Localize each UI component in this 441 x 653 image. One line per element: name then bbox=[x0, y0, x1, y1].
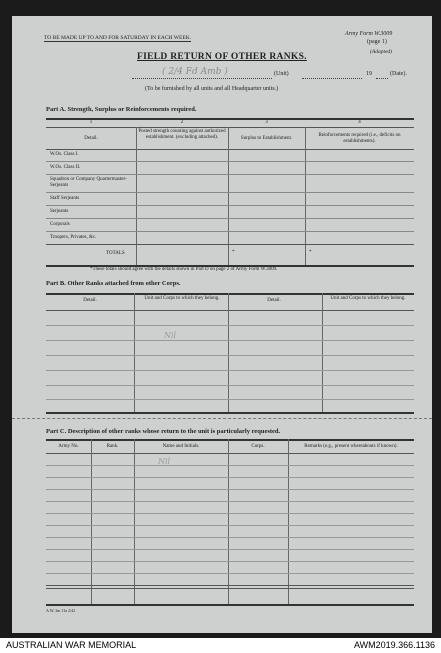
part-c-row-rule bbox=[46, 573, 414, 574]
part-c-row-rule bbox=[46, 501, 414, 502]
part-a-footnote: *These totals should agree with the details shown in Part D on page 2 of Army Form W.3009. bbox=[90, 267, 278, 272]
part-b-col-divider-3 bbox=[322, 293, 323, 412]
part-a-header-reinforcements: Reinforcements required (i.e., deficits on establishments). bbox=[318, 133, 401, 144]
year-dotted-line bbox=[376, 78, 388, 79]
page-reference: (page 1) bbox=[367, 39, 387, 45]
col-number-4: 4 bbox=[358, 120, 361, 125]
part-a-heading: Part A. Strength, Surplus or Reinforcements required. bbox=[46, 106, 197, 113]
row-rule-2 bbox=[46, 174, 414, 175]
part-a-header-detail: Detail. bbox=[84, 136, 98, 141]
print-code: A.W. 2m 11a 2/42 bbox=[46, 608, 76, 613]
part-c-col-divider-3 bbox=[228, 439, 229, 604]
part-b-header-rule bbox=[46, 310, 414, 311]
furnish-note: (To be furnished by all units and all Headquarter units.) bbox=[145, 86, 279, 92]
part-c-heading: Part C. Description of other ranks whose return to the unit is particularly requested. bbox=[46, 428, 281, 435]
row-staff-serjeants: Staff Serjeants bbox=[50, 196, 80, 201]
part-b-row-rule bbox=[46, 340, 414, 341]
totals-asterisk-reinforcements: * bbox=[309, 250, 312, 255]
part-c-header-army-no: Army No. bbox=[58, 444, 79, 449]
part-c-header-remarks: Remarks (e.g., present whereabouts if known). bbox=[304, 444, 398, 449]
footer-accession-number: AWM2019.366.1136 bbox=[353, 640, 435, 650]
part-c-row-rule bbox=[46, 537, 414, 538]
part-b-heading: Part B. Other Ranks attached from other Corps. bbox=[46, 280, 181, 287]
part-a-header-surplus: Surplus to Establishment. bbox=[240, 136, 293, 141]
army-form-number: Army Form W.3009 bbox=[345, 31, 393, 37]
adapted-note: (Adapted) bbox=[370, 49, 392, 55]
totals-asterisk-surplus: * bbox=[232, 250, 235, 255]
part-b-row-rule bbox=[46, 399, 414, 400]
row-rule-5 bbox=[46, 218, 414, 219]
row-troopers: Troopers, Privates, &c. bbox=[50, 235, 97, 240]
part-a-number-rule bbox=[46, 127, 414, 128]
row-wo-class-2: W.Os. Class II. bbox=[50, 165, 81, 170]
part-c-header-corps: Corps. bbox=[251, 444, 265, 449]
perforation-line bbox=[12, 418, 432, 419]
part-b-header-unit-2: Unit and Corps to which they belong. bbox=[330, 296, 406, 301]
part-c-row-rule bbox=[46, 465, 414, 466]
row-serjeants: Serjeants bbox=[50, 209, 69, 214]
row-rule-4 bbox=[46, 205, 414, 206]
footer-institution: AUSTRALIAN WAR MEMORIAL bbox=[6, 640, 137, 650]
unit-label: (Unit) bbox=[274, 71, 289, 77]
col-number-2: 2 bbox=[180, 120, 184, 125]
part-c-col-divider-2 bbox=[134, 439, 135, 604]
year-prefix: 19 bbox=[366, 71, 372, 77]
part-c-row-rule bbox=[46, 477, 414, 478]
part-b-bottom-rule bbox=[46, 412, 414, 414]
form-title: FIELD RETURN OF OTHER RANKS. bbox=[137, 52, 307, 62]
part-c-header-rank: Rank. bbox=[106, 444, 119, 449]
part-b-row-rule bbox=[46, 355, 414, 356]
part-b-top-rule bbox=[46, 293, 414, 295]
row-rule-7 bbox=[46, 244, 414, 245]
part-c-row-rule bbox=[46, 513, 414, 514]
date-label: (Date). bbox=[390, 71, 407, 77]
part-b-row-rule bbox=[46, 385, 414, 386]
row-wo-class-1: W.Os. Class I. bbox=[50, 152, 79, 157]
part-c-row-rule bbox=[46, 489, 414, 490]
part-a-header-rule bbox=[46, 149, 414, 150]
part-b-row-rule bbox=[46, 370, 414, 371]
archive-footer bbox=[0, 638, 441, 653]
made-up-note: TO BE MADE UP TO AND FOR SATURDAY IN EACH WEEK. bbox=[44, 35, 192, 41]
date-dotted-line bbox=[302, 78, 362, 79]
handwritten-unit: ( 2/4 Fd Amb ) bbox=[162, 67, 228, 77]
row-rule-6 bbox=[46, 231, 414, 232]
part-c-col-divider-1 bbox=[91, 439, 92, 604]
part-c-top-rule bbox=[46, 439, 414, 441]
part-c-col-divider-4 bbox=[288, 439, 289, 604]
part-a-header-posted: Posted strength counting against authorized establishment. (excluding attached). bbox=[138, 129, 226, 140]
unit-dotted-line bbox=[132, 78, 272, 79]
totals-label: TOTALS bbox=[106, 251, 125, 256]
part-c-row-rule bbox=[46, 588, 414, 589]
form-paper bbox=[12, 16, 432, 633]
part-c-header-rule bbox=[46, 453, 414, 454]
part-b-row-rule bbox=[46, 325, 414, 326]
part-c-row-rule bbox=[46, 585, 414, 586]
part-b-handwritten-nil: Nil bbox=[164, 331, 177, 340]
part-b-header-detail-1: Detail. bbox=[83, 298, 97, 303]
part-c-row-rule bbox=[46, 549, 414, 550]
part-b-col-divider-1 bbox=[134, 293, 135, 412]
part-b-header-detail-2: Detail. bbox=[267, 298, 281, 303]
part-c-handwritten-nil: Nil bbox=[158, 457, 171, 466]
col-number-3: 3 bbox=[265, 120, 268, 125]
part-b-header-unit-1: Unit and Corps to which they belong. bbox=[144, 296, 220, 301]
row-corporals: Corporals bbox=[50, 222, 70, 227]
row-rule-3 bbox=[46, 192, 414, 193]
col-number-1: 1 bbox=[89, 120, 93, 125]
part-c-bottom-rule bbox=[46, 604, 414, 606]
row-cqms: Squadron or Company Quartermaster-Serjeants bbox=[50, 177, 127, 188]
row-rule-1 bbox=[46, 161, 414, 162]
part-c-row-rule bbox=[46, 525, 414, 526]
part-c-header-name: Name and Initials. bbox=[162, 444, 200, 449]
part-b-col-divider-2 bbox=[228, 293, 229, 412]
part-c-row-rule bbox=[46, 561, 414, 562]
